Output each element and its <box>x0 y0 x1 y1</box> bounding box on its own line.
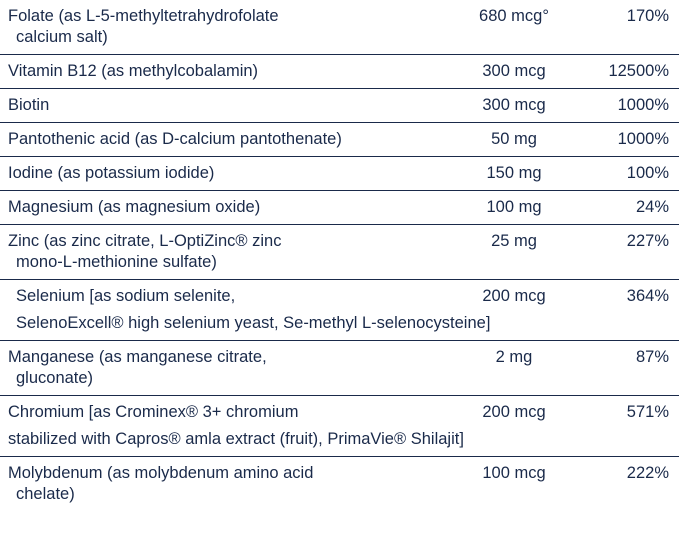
table-row <box>0 396 679 457</box>
table-row <box>0 123 679 157</box>
amount-per-serving: 680 mcg° <box>479 7 549 25</box>
nutrient-name <box>0 280 455 313</box>
nutrient-name <box>0 457 455 511</box>
nutrient-name: Iodine (as potassium iodide) <box>8 164 215 182</box>
amount-per-serving: 150 mg <box>486 164 542 182</box>
table-row <box>0 157 679 191</box>
nutrient-name-line1: Zinc (as zinc citrate, L-OptiZinc® zinc <box>8 232 282 250</box>
amount-per-serving: 100 mcg <box>482 464 546 482</box>
daily-value: 364% <box>626 287 669 305</box>
amount-per-serving: 100 mg <box>486 198 542 216</box>
nutrient-name-line1: Molybdenum (as molybdenum amino acid <box>8 464 314 482</box>
table-row <box>0 89 679 123</box>
daily-value: 170% <box>626 7 669 25</box>
nutrient-name-line2: SelenoExcell® high selenium yeast, Se-methyl L-selenocysteine] <box>16 314 491 332</box>
nutrient-name-line1: Selenium [as sodium selenite, <box>16 287 236 305</box>
amount-per-serving: 300 mcg <box>482 62 546 80</box>
daily-value: 1000% <box>617 130 669 148</box>
amount-per-serving: 300 mcg <box>482 96 546 114</box>
nutrient-name: Vitamin B12 (as methylcobalamin) <box>8 62 259 80</box>
nutrient-name-line2: mono-L-methionine sulfate) <box>16 253 217 271</box>
amount-per-serving: 50 mg <box>491 130 537 148</box>
nutrient-name-line2: chelate) <box>16 485 75 503</box>
nutrient-name <box>0 0 455 54</box>
daily-value: 12500% <box>608 62 669 80</box>
nutrient-name-line1: Folate (as L-5-methyltetrahydrofolate <box>8 7 279 25</box>
daily-value: 24% <box>635 198 669 216</box>
amount-per-serving: 2 mg <box>495 348 533 366</box>
table-row <box>0 341 679 396</box>
daily-value: 1000% <box>617 96 669 114</box>
amount-per-serving: 200 mcg <box>482 403 546 421</box>
nutrient-name <box>0 341 455 395</box>
daily-value: 87% <box>635 348 669 366</box>
amount-per-serving: 200 mcg <box>482 287 546 305</box>
daily-value: 100% <box>626 164 669 182</box>
nutrient-name: Pantothenic acid (as D-calcium pantothenate) <box>8 130 342 148</box>
daily-value: 227% <box>626 232 669 250</box>
amount-per-serving: 25 mg <box>491 232 537 250</box>
table-row <box>0 55 679 89</box>
nutrient-name: Magnesium (as magnesium oxide) <box>8 198 261 216</box>
table-row <box>0 280 679 341</box>
daily-value: 571% <box>626 403 669 421</box>
nutrient-name-line1: Manganese (as manganese citrate, <box>8 348 267 366</box>
table-row <box>0 225 679 280</box>
nutrient-name-line2: gluconate) <box>16 369 94 387</box>
table-row <box>0 191 679 225</box>
nutrient-name <box>0 225 455 279</box>
table-row <box>0 0 679 55</box>
daily-value: 222% <box>626 464 669 482</box>
table-row <box>0 457 679 511</box>
nutrient-name-line2: stabilized with Capros® amla extract (fruit), PrimaVie® Shilajit] <box>8 430 464 448</box>
nutrient-name: Chromium [as Crominex® 3+ chromium <box>8 403 299 421</box>
nutrient-name: Biotin <box>8 96 50 114</box>
nutrient-name-line2: calcium salt) <box>16 28 108 46</box>
